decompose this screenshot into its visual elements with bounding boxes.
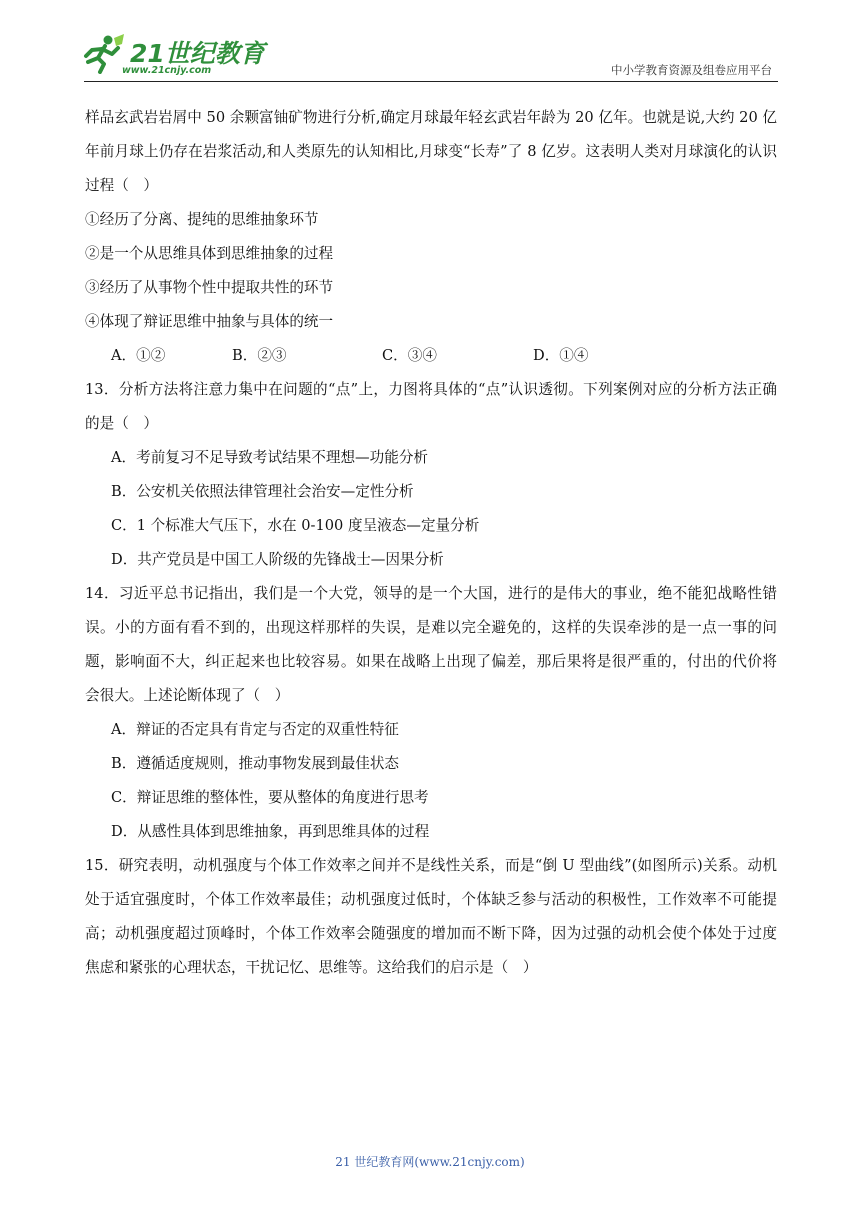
question-12 — [85, 101, 777, 373]
answer-option[interactable]: A．①② — [111, 347, 166, 364]
exam-content — [85, 101, 777, 985]
answer-option[interactable]: D．从感性具体到思维抽象，再到思维具体的过程 — [111, 823, 430, 840]
platform-tagline: 中小学教育资源及组卷应用平台 — [611, 63, 772, 77]
question-14 — [85, 577, 777, 849]
statement-item: ②是一个从思维具体到思维抽象的过程 — [85, 245, 334, 262]
question-text-line: 会很大。上述论断体现了（ ） — [85, 687, 290, 704]
logo-url: www.21cnjy.com — [122, 65, 212, 76]
question-text-line: 误。小的方面有看不到的，出现这样那样的失误，是难以完全避免的，这样的失误牵涉的是一点一事的问 — [85, 619, 777, 636]
answer-option[interactable]: B．②③ — [232, 347, 287, 364]
answer-option[interactable]: C．辩证思维的整体性，要从整体的角度进行思考 — [111, 789, 429, 806]
answer-option[interactable]: C．③④ — [382, 347, 437, 364]
answer-option[interactable]: B．公安机关依照法律管理社会治安—定性分析 — [111, 483, 414, 500]
question-text-line: 样品玄武岩岩屑中 50 余颗富铀矿物进行分析,确定月球最年轻玄武岩年龄为 20 亿年。也就是说,大约 20 亿 — [85, 109, 777, 126]
answer-options-row — [85, 339, 777, 373]
question-text-line: 高；动机强度超过顶峰时，个体工作效率会随强度的增加而不断下降，因为过强的动机会使个体处于过度 — [85, 925, 777, 942]
question-13 — [85, 373, 777, 577]
question-text-line: 13．分析方法将注意力集中在问题的“点”上，力图将具体的“点”认识透彻。下列案例对应的分析方法正确 — [85, 381, 777, 398]
question-15 — [85, 849, 777, 985]
page-header — [0, 0, 860, 90]
question-text-line: 题，影响面不大，纠正起来也比较容易。如果在战略上出现了偏差，那后果将是很严重的，付出的代价将 — [85, 653, 777, 670]
question-text-line: 过程（ ） — [85, 177, 158, 194]
header-divider — [84, 81, 778, 82]
question-text-line: 15．研究表明，动机强度与个体工作效率之间并不是线性关系，而是“倒 U 型曲线”(如图所示)关系。动机 — [85, 857, 777, 874]
question-text-line: 年前月球上仍存在岩浆活动,和人类原先的认知相比,月球变“长寿”了 8 亿岁。这表明人类对月球演化的认识 — [85, 143, 777, 160]
statement-item: ③经历了从事物个性中提取共性的环节 — [85, 279, 334, 296]
site-logo[interactable] — [78, 38, 265, 80]
statement-item: ①经历了分离、提纯的思维抽象环节 — [85, 211, 319, 228]
question-text-line: 焦虑和紧张的心理状态，干扰记忆、思维等。这给我们的启示是（ ） — [85, 959, 538, 976]
answer-option[interactable]: A．考前复习不足导致考试结果不理想—功能分析 — [111, 449, 429, 466]
logo-text: 21世纪教育 — [130, 39, 265, 68]
question-text-line: 14．习近平总书记指出，我们是一个大党，领导的是一个大国，进行的是伟大的事业，绝不能犯战略性错 — [85, 585, 777, 602]
answer-option[interactable]: D．共产党员是中国工人阶级的先锋战士—因果分析 — [111, 551, 444, 568]
page-footer[interactable]: 21 世纪教育网(www.21cnjy.com) — [335, 1155, 525, 1169]
statement-item: ④体现了辩证思维中抽象与具体的统一 — [85, 313, 334, 330]
answer-option[interactable]: C．1 个标准大气压下，水在 0-100 度呈液态—定量分析 — [111, 517, 480, 534]
question-text-line: 处于适宜强度时，个体工作效率最佳；动机强度过低时，个体缺乏参与活动的积极性，工作效率不可能提 — [85, 891, 777, 908]
question-text-line: 的是（ ） — [85, 415, 158, 432]
answer-option[interactable]: D．①④ — [533, 347, 589, 364]
answer-option[interactable]: B．遵循适度规则，推动事物发展到最佳状态 — [111, 755, 400, 772]
answer-option[interactable]: A．辩证的否定具有肯定与否定的双重性特征 — [111, 721, 399, 738]
